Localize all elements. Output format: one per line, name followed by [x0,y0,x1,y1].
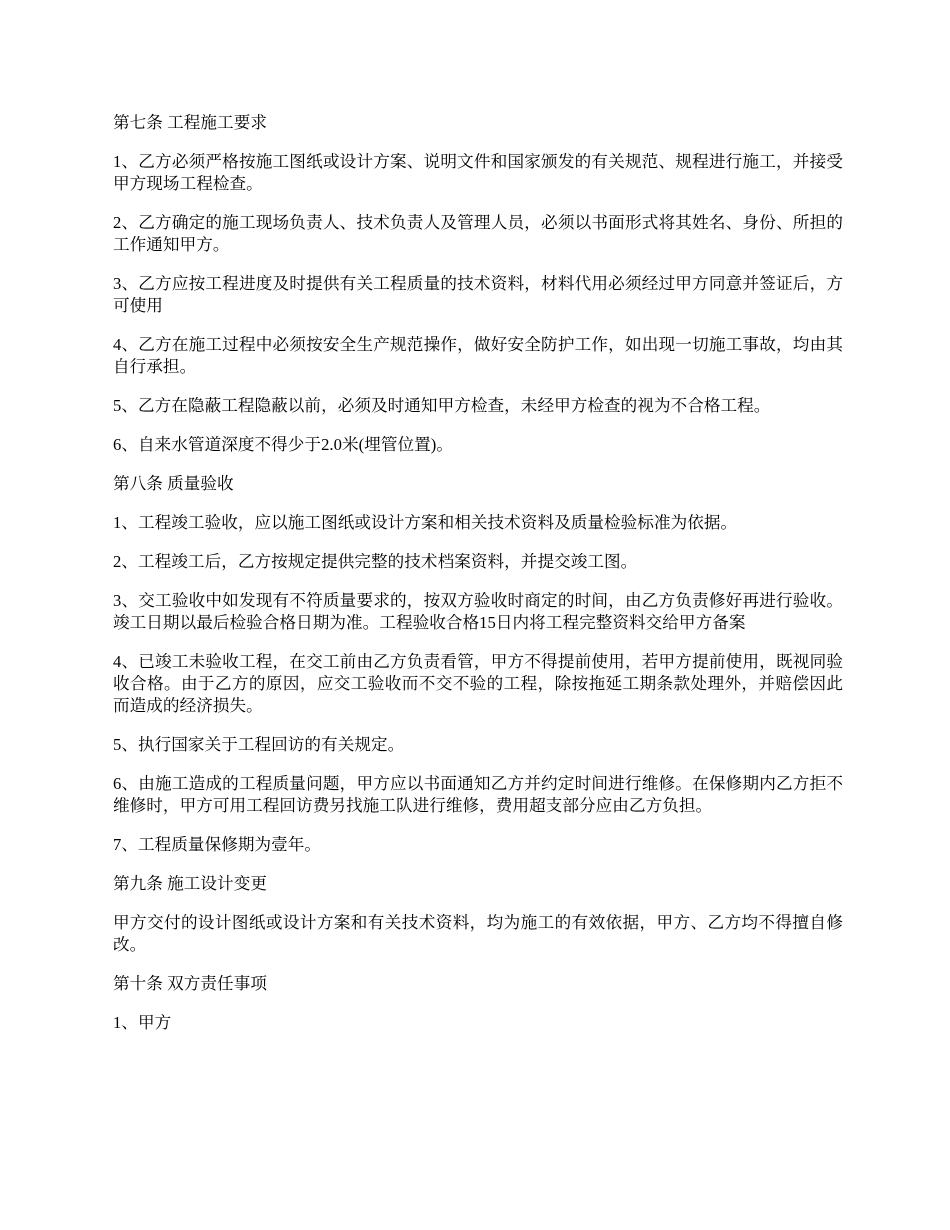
clause-9-body: 甲方交付的设计图纸或设计方案和有关技术资料，均为施工的有效依据，甲方、乙方均不得擅自修改。 [113,913,843,954]
clause-8-1: 1、工程竣工验收，应以施工图纸或设计方案和相关技术资料及质量检验标准为依据。 [113,513,738,532]
clause-8-4: 4、已竣工未验收工程，在交工前由乙方负责看管，甲方不得提前使用，若甲方提前使用，既视同验收合格。由于乙方的原因，应交工验收而不交不验的工程，除按拖延工期条款处理外，并赔偿因此而造成的经济损失。 [113,652,843,715]
section-heading-9: 第九条 施工设计变更 [113,874,267,893]
document-page [113,112,843,1051]
clause-7-6: 6、自来水管道深度不得少于2.0米(埋管位置)。 [113,435,453,454]
clause-8-7: 7、工程质量保修期为壹年。 [113,835,322,854]
section-heading-7: 第七条 工程施工要求 [113,113,267,132]
clause-7-1: 1、乙方必须严格按施工图纸或设计方案、说明文件和国家颁发的有关规范、规程进行施工，并接受甲方现场工程检查。 [113,152,843,193]
clause-8-5: 5、执行国家关于工程回访的有关规定。 [113,735,405,754]
section-heading-8: 第八条 质量验收 [113,474,234,493]
clause-8-6: 6、由施工造成的工程质量问题，甲方应以书面通知乙方并约定时间进行维修。在保修期内乙方拒不维修时，甲方可用工程回访费另找施工队进行维修，费用超支部分应由乙方负担。 [113,774,843,815]
clause-7-2: 2、乙方确定的施工现场负责人、技术负责人及管理人员，必须以书面形式将其姓名、身份、所担的工作通知甲方。 [113,213,843,254]
clause-7-3: 3、乙方应按工程进度及时提供有关工程质量的技术资料，材料代用必须经过甲方同意并签证后，方可使用 [113,274,843,315]
clause-7-5: 5、乙方在隐蔽工程隐蔽以前，必须及时通知甲方检查，未经甲方检查的视为不合格工程。 [113,396,771,415]
clause-10-1: 1、甲方 [113,1013,172,1032]
section-heading-10: 第十条 双方责任事项 [113,974,267,993]
clause-7-4: 4、乙方在施工过程中必须按安全生产规范操作，做好安全防护工作，如出现一切施工事故，均由其自行承担。 [113,335,843,376]
clause-8-3: 3、交工验收中如发现有不符质量要求的，按双方验收时商定的时间，由乙方负责修好再进行验收。竣工日期以最后检验合格日期为准。工程验收合格15日内将工程完整资料交给甲方备案 [113,591,843,632]
clause-8-2: 2、工程竣工后，乙方按规定提供完整的技术档案资料，并提交竣工图。 [113,552,638,571]
